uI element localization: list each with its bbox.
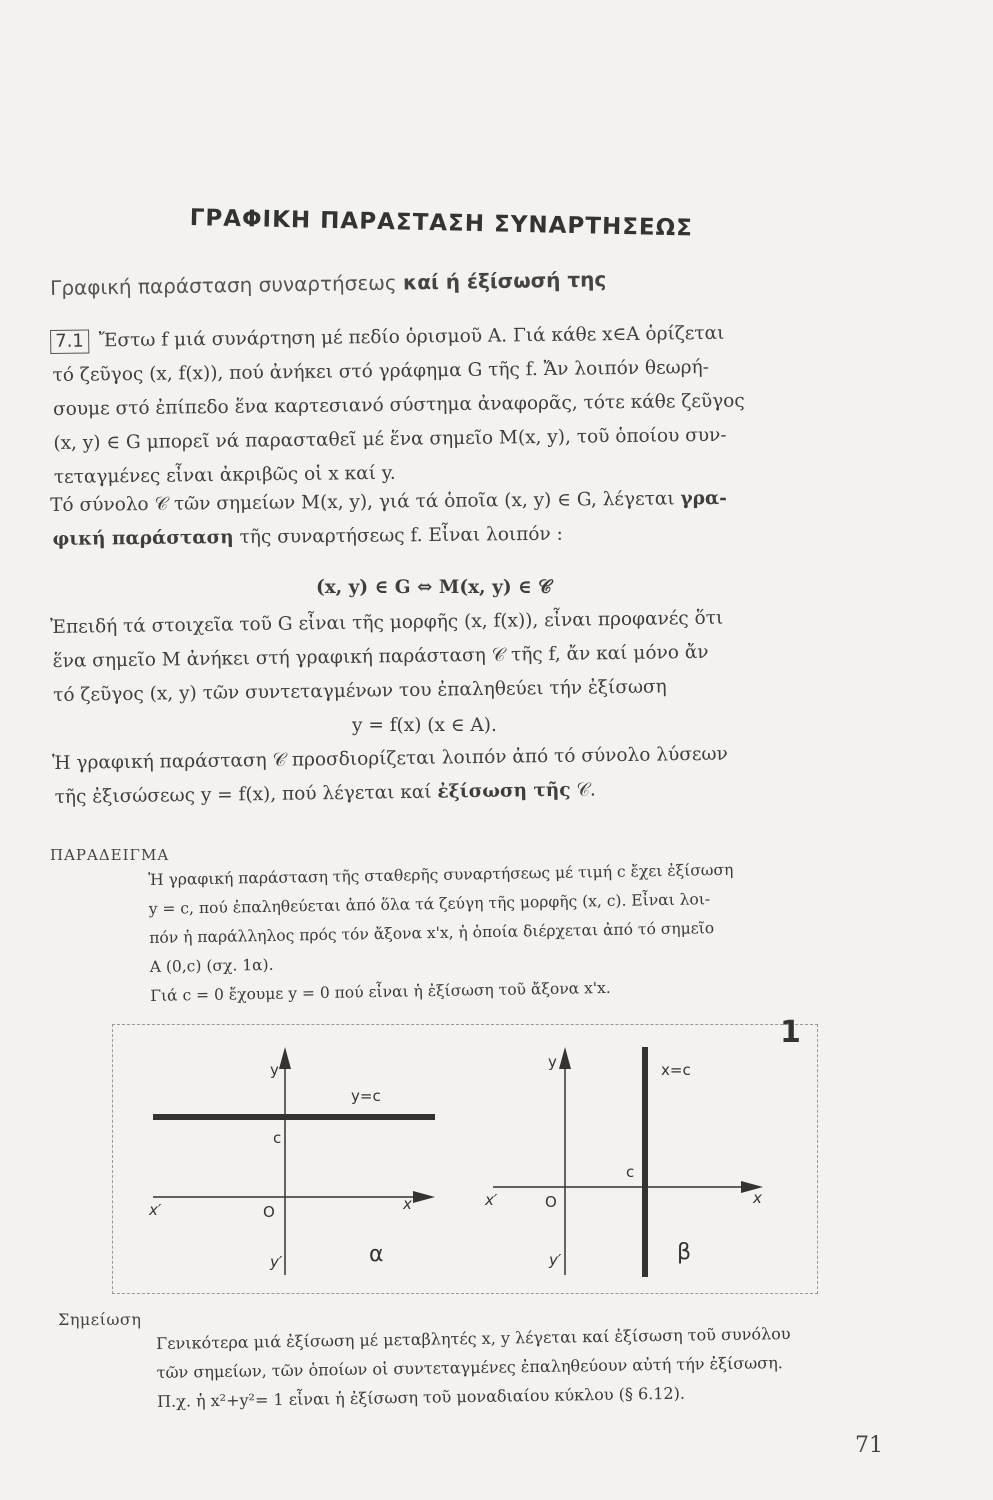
graph-a-y-neg-label: y′	[270, 1253, 283, 1271]
graph-a-x-label: x	[403, 1195, 412, 1213]
graph-a-c-label: c	[273, 1129, 282, 1147]
example-line-2: y = c, πού ἐπαληθεύεται ἀπό ὅλα τά ζεύγη τῆς μορφῆς (x, c). Εἶναι λοι-	[148, 890, 711, 918]
graph-b-y-label: y	[548, 1053, 557, 1071]
note-heading: Σημείωση	[58, 1310, 142, 1329]
note-line-2: τῶν σημείων, τῶν ὁποίων οἱ συντεταγμένες ἐπαληθεύουν αὐτή τήν ἐξίσωση.	[156, 1353, 783, 1382]
para1-line2: τό ζεῦγος (x, f(x)), πού ἀνήκει στό γράφημα G τῆς f. Ἄν λοιπόν θεωρή-	[52, 356, 710, 386]
para4-end: 𝒞.	[576, 779, 596, 801]
graph-a-y-arrow-icon	[279, 1047, 291, 1069]
para2-bold-term-b: φική παράσταση	[52, 527, 234, 550]
section-subtitle	[50, 267, 606, 300]
graph-b-c-label: c	[626, 1163, 635, 1181]
note-line-3: Π.χ. ἡ x²+y²= 1 εἶναι ἡ ἐξίσωση τοῦ μοναδιαίου κύκλου (§ 6.12).	[156, 1383, 686, 1411]
para2-bold-term-a: γρα-	[680, 487, 728, 510]
para1-line5: τεταγμένες εἶναι ἀκριβῶς οἱ x καί y.	[53, 462, 396, 488]
graph-b-line-label: x=c	[661, 1061, 691, 1079]
para4-bold-term: ἐξίσωση τῆς	[437, 779, 571, 803]
graph-a-y-label: y	[270, 1061, 279, 1079]
subtitle-part1: Γραφική παράσταση συναρτήσεως	[50, 270, 397, 300]
note-line-1: Γενικότερα μιά ἐξίσωση μέ μεταβλητές x, y λέγεται καί ἐξίσωση τοῦ συνόλου	[156, 1324, 791, 1353]
para2-line2: τῆς συναρτήσεως f. Εἶναι λοιπόν :	[239, 523, 563, 549]
example-line-5: Γιά c = 0 ἔχουμε y = 0 πού εἶναι ἡ ἐξίσωση τοῦ ἄξονα x'x.	[150, 978, 611, 1005]
main-equation: (x, y) ∈ G ⇔ M(x, y) ∈ 𝒞	[316, 577, 552, 598]
para1-line4: (x, y) ∈ G μπορεῖ νά παρασταθεῖ μέ ἕνα σημεῖο Μ(x, y), τοῦ ὁποίου συν-	[53, 424, 727, 454]
graph-a-origin-label: O	[263, 1203, 275, 1221]
section-number: 7.1	[50, 330, 89, 354]
graph-b-x-neg-label: x′	[485, 1191, 498, 1209]
para3-line2: ἕνα σημεῖο Μ ἀνήκει στή γραφική παράσταση 𝒞 τῆς f, ἄν καί μόνο ἄν	[52, 641, 709, 672]
graph-b-y-neg-label: y′	[549, 1251, 562, 1269]
graph-a-x-arrow-icon	[413, 1191, 435, 1203]
figure-number: 1	[780, 1015, 801, 1050]
graph-a-x-neg-label: x′	[149, 1201, 162, 1219]
graph-b-y-arrow-icon	[559, 1047, 571, 1069]
para4-line2: τῆς ἐξισώσεως y = f(x), πού λέγεται καί	[54, 781, 432, 808]
para1-line3: σουμε στό ἐπίπεδο ἕνα καρτεσιανό σύστημα ἀναφορᾶς, τότε κάθε ζεῦγος	[52, 390, 745, 420]
subtitle-part2: καί ή έξίσωσή της	[402, 267, 607, 295]
graph-a-line-label: y=c	[351, 1087, 381, 1105]
example-line-3: πόν ἡ παράλληλος πρός τόν ἄξονα x'x, ἡ ὁποία διέρχεται ἀπό τό σημεῖο	[149, 919, 715, 947]
para3-line1: Ἐπειδή τά στοιχεῖα τοῦ G εἶναι τῆς μορφῆς (x, f(x)), εἶναι προφανές ὅτι	[50, 607, 724, 638]
para4-line1: Ἡ γραφική παράσταση 𝒞 προσδιορίζεται λοιπόν ἀπό τό σύνολο λύσεων	[52, 743, 728, 774]
example-line-4: Α (0,c) (σχ. 1α).	[149, 955, 274, 976]
function-equation: y = f(x) (x ∈ A).	[352, 715, 497, 736]
graph-b	[484, 1047, 763, 1277]
figure-graphs	[113, 1025, 819, 1295]
graph-a-caption: α	[369, 1242, 384, 1267]
figure-1	[112, 1024, 818, 1294]
para3-line3: τό ζεῦγος (x, y) τῶν συντεταγμένων του ἐπαληθεύει τήν ἐξίσωση	[53, 676, 667, 706]
graph-b-origin-label: O	[545, 1193, 557, 1211]
graph-b-x-label: x	[753, 1189, 762, 1207]
para1-line1: Ἔστω f μιά συνάρτηση μέ πεδίο ὁρισμοῦ Α. Γιά κάθε x∈A ὁρίζεται	[98, 322, 725, 352]
para2-line1: Τό σύνολο 𝒞 τῶν σημείων Μ(x, y), γιά τά ὁποῖα (x, y) ∈ G, λέγεται	[50, 488, 675, 516]
example-line-1: Ἡ γραφική παράσταση τῆς σταθερῆς συναρτήσεως μέ τιμή c ἔχει ἐξίσωση	[148, 860, 734, 889]
page-title: ΓΡΑΦΙΚΗ ΠΑΡΑΣΤΑΣΗ ΣΥΝΑΡΤΗΣΕΩΣ	[189, 205, 694, 242]
page-number: 71	[855, 1433, 883, 1458]
example-heading: ΠΑΡΑΔΕΙΓΜΑ	[50, 846, 170, 864]
graph-a	[148, 1047, 435, 1275]
graph-b-caption: β	[677, 1240, 692, 1265]
